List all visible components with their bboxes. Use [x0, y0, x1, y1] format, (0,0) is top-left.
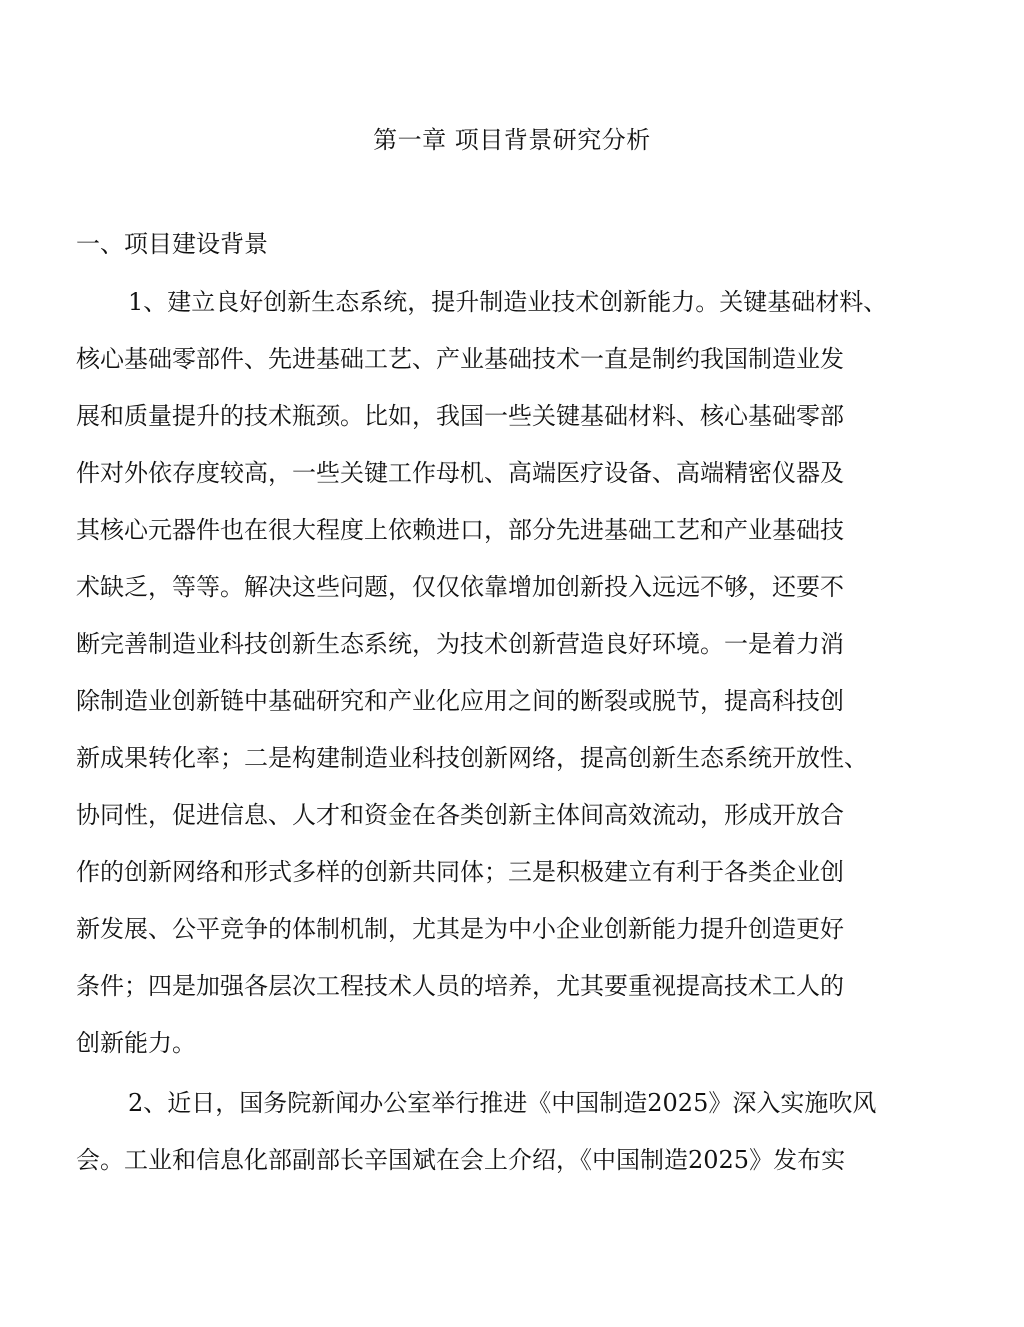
paragraph-2: [76, 1084, 916, 1198]
paragraph-1-line: 件对外依存度较高，一些关键工作母机、高端医疗设备、高端精密仪器及: [76, 459, 844, 487]
paragraph-1-line: 新发展、公平竞争的体制机制，尤其是为中小企业创新能力提升创造更好: [76, 915, 844, 943]
chapter-title: 第一章 项目背景研究分析: [373, 126, 651, 154]
paragraph-2-line: 2、近日，国务院新闻办公室举行推进《中国制造2025》深入实施吹风: [128, 1089, 877, 1117]
paragraph-2-line: 会。工业和信息化部副部长辛国斌在会上介绍，《中国制造2025》发布实: [76, 1146, 846, 1174]
paragraph-1: [76, 283, 916, 1081]
paragraph-1-line: 新成果转化率；二是构建制造业科技创新网络，提高创新生态系统开放性、: [76, 744, 868, 772]
paragraph-1-line: 创新能力。: [76, 1029, 196, 1057]
section-heading: 一、项目建设背景: [76, 230, 268, 258]
paragraph-1-line: 1、建立良好创新生态系统，提升制造业技术创新能力。关键基础材料、: [128, 288, 888, 316]
paragraph-1-line: 其核心元器件也在很大程度上依赖进口，部分先进基础工艺和产业基础技: [76, 516, 844, 544]
paragraph-1-line: 作的创新网络和形式多样的创新共同体；三是积极建立有利于各类企业创: [76, 858, 844, 886]
paragraph-1-line: 术缺乏，等等。解决这些问题，仅仅依靠增加创新投入远远不够，还要不: [76, 573, 844, 601]
paragraph-1-line: 展和质量提升的技术瓶颈。比如，我国一些关键基础材料、核心基础零部: [76, 402, 844, 430]
paragraph-1-line: 断完善制造业科技创新生态系统，为技术创新营造良好环境。一是着力消: [76, 630, 844, 658]
paragraph-1-line: 除制造业创新链中基础研究和产业化应用之间的断裂或脱节，提高科技创: [76, 687, 844, 715]
paragraph-1-line: 核心基础零部件、先进基础工艺、产业基础技术一直是制约我国制造业发: [76, 345, 844, 373]
paragraph-1-line: 条件；四是加强各层次工程技术人员的培养，尤其要重视提高技术工人的: [76, 972, 844, 1000]
paragraph-1-line: 协同性，促进信息、人才和资金在各类创新主体间高效流动，形成开放合: [76, 801, 844, 829]
